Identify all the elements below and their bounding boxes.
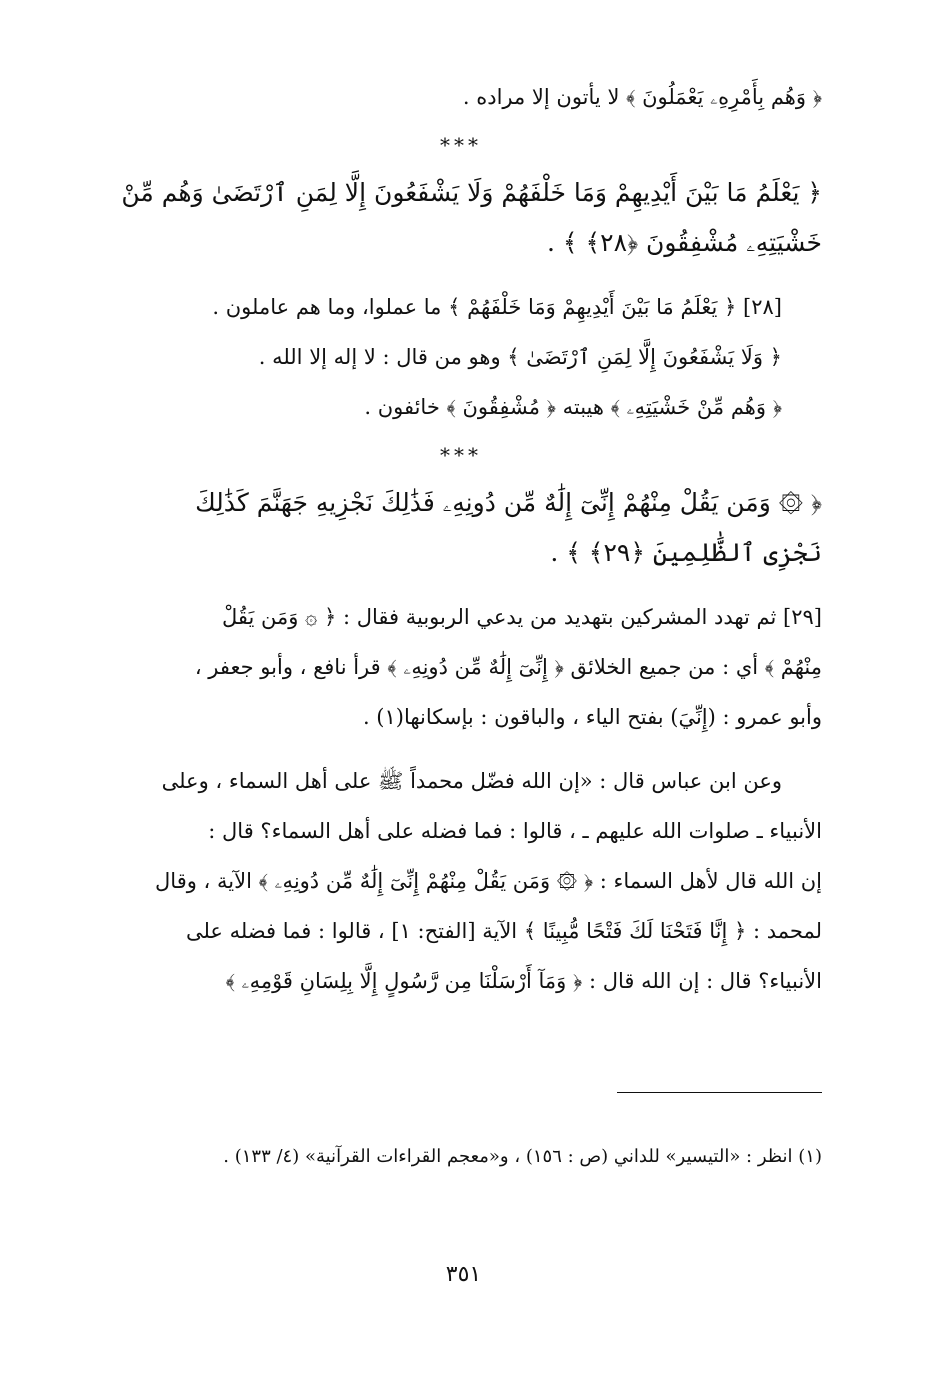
tafsir-line: [٢٩] ثم تهدد المشركين بتهديد من يدعي الربوبية فقال : ﴿ ۞ وَمَن يَقُلْ	[221, 605, 822, 629]
quran-verse-line: خَشْيَتِهِۦ مُشْفِقُونَ ﴿٢٨﴾ ﴾ .	[547, 228, 822, 257]
tafsir-line: مِنْهُمْ ﴾ أي : من جميع الخلائق ﴿ إِنِّىٓ إِلَٰهٌ مِّن دُونِهِۦ ﴾ قرأ نافع ، وأبو جعفر ،	[194, 655, 822, 679]
text-line: ﴿ وَهُم بِأَمْرِهِۦ يَعْمَلُونَ ﴾ لا يأتون إلا مراده .	[462, 85, 822, 109]
tafsir-line: الأنبياء؟ قال : إن الله قال : ﴿ وَمَآ أَرْسَلْنَا مِن رَّسُولٍ إِلَّا بِلِسَانِ قَوْمِهِۦ ﴾	[225, 969, 822, 993]
footnote-divider	[617, 1092, 822, 1093]
page-number: ٣٥١	[445, 1262, 482, 1287]
tafsir-line: الأنبياء ـ صلوات الله عليهم ـ ، قالوا : فما فضله على أهل السماء؟ قال :	[208, 819, 822, 843]
footnote: (١) انظر : «التيسير» للداني (ص : ١٥٦) ، و«معجم القراءات القرآنية» (٤/ ١٣٣) .	[223, 1146, 822, 1167]
quran-verse-line: ﴿ ۞ وَمَن يَقُلْ مِنْهُمْ إِنِّىٓ إِلَٰهٌ مِّن دُونِهِۦ فَذَٰلِكَ نَجْزِيهِ جَهَنَّمَ كَذَٰلِكَ	[195, 488, 822, 517]
section-separator: ***	[440, 443, 482, 467]
tafsir-line: وعن ابن عباس قال : «إن الله فضّل محمداً ﷺ على أهل السماء ، وعلى	[161, 769, 782, 793]
tafsir-line: وأبو عمرو : (إِنِّيَ) بفتح الياء ، والباقون : بإسكانها(١) .	[362, 705, 822, 729]
tafsir-line: لمحمد : ﴿ إِنَّا فَتَحْنَا لَكَ فَتْحًا مُّبِينًا ﴾ الآية [الفتح: ١] ، قالوا : فما فضله على	[185, 919, 822, 943]
quran-verse-line: ﴿ يَعْلَمُ مَا بَيْنَ أَيْدِيهِمْ وَمَا خَلْفَهُمْ وَلَا يَشْفَعُونَ إِلَّا لِمَنِ ٱرْتَضَىٰ وَهُم مِّنْ	[121, 178, 822, 207]
section-separator: ***	[440, 133, 482, 157]
tafsir-line: ﴿ وَهُم مِّنْ خَشْيَتِهِۦ ﴾ هيبته ﴿ مُشْفِقُونَ ﴾ خائفون .	[364, 395, 782, 419]
quran-verse-line: نَجْزِى ٱلظَّٰلِمِينَ ﴿٢٩﴾ ﴾ .	[550, 538, 822, 567]
tafsir-line: إن الله قال لأهل السماء : ﴿ ۞ وَمَن يَقُلْ مِنْهُمْ إِنِّىٓ إِلَٰهٌ مِّن دُونِهِۦ ﴾ الآية ، وقال	[155, 869, 822, 893]
page-body	[100, 72, 822, 1006]
tafsir-line: ﴿ وَلَا يَشْفَعُونَ إِلَّا لِمَنِ ٱرْتَضَىٰ ﴾ وهو من قال : لا إله إلا الله .	[258, 345, 782, 369]
tafsir-line: [٢٨] ﴿ يَعْلَمُ مَا بَيْنَ أَيْدِيهِمْ وَمَا خَلْفَهُمْ ﴾ ما عملوا، وما هم عاملون .	[212, 295, 782, 319]
